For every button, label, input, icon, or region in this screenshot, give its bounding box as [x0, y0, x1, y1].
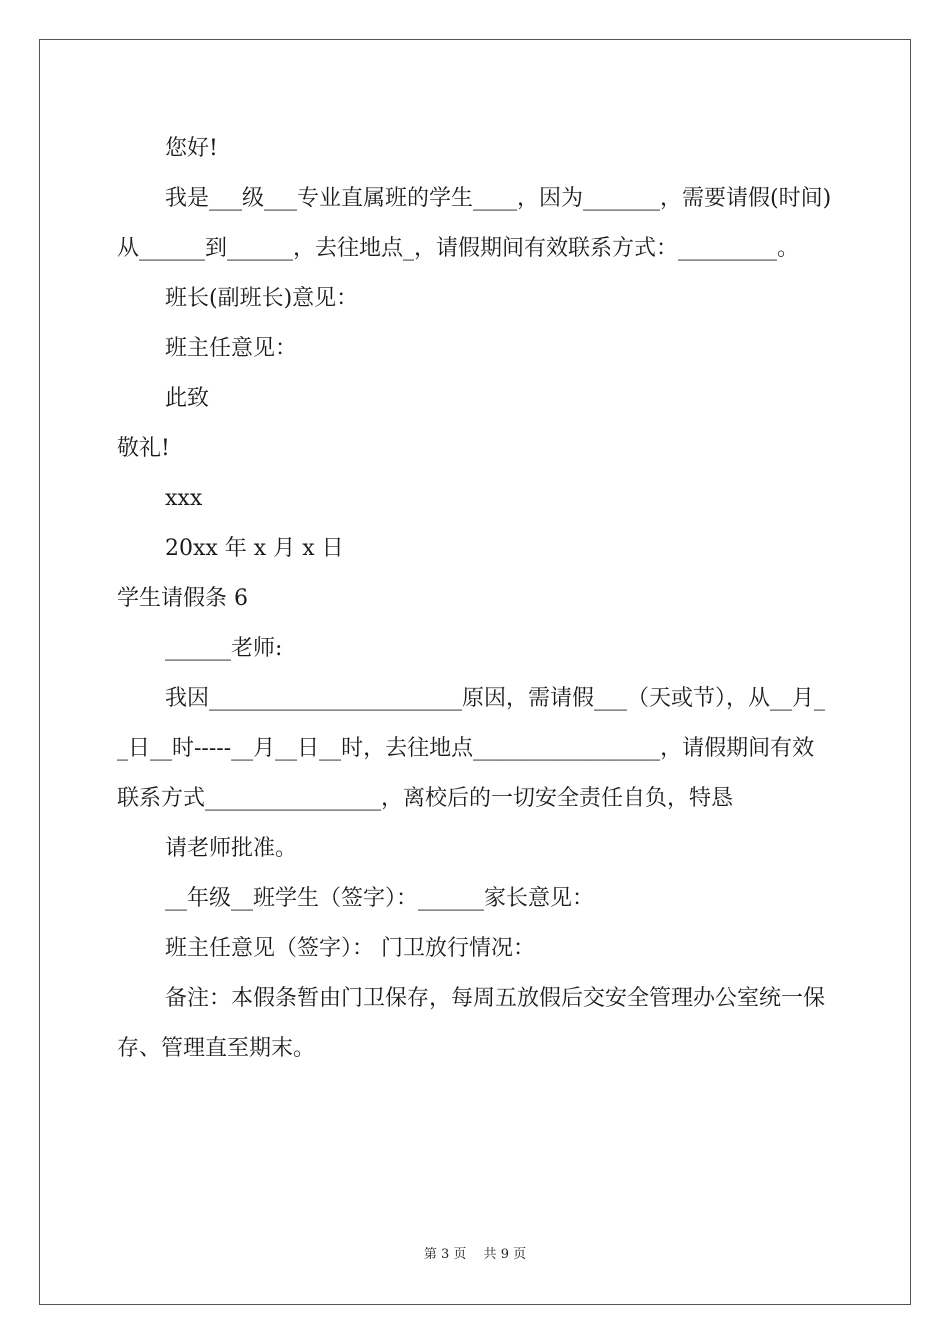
intro-paragraph: 我是___级___专业直属班的学生____，因为_______，需要请假(时间)从______到______，去往地点_，请假期间有效联系方式：_________。	[117, 186, 832, 261]
teacher-signature-line: 班主任意见（签字）： 门卫放行情况：	[165, 936, 535, 961]
closing-line-1: 此致	[165, 386, 210, 411]
student-signature-line: __年级__班学生（签字）：______家长意见：	[165, 886, 595, 911]
body-paragraph: 我因_______________________原因，需请假___（天或节），从__月__日__时-----__月__日__时，去往地点_________________，请假期间有效联系方式________________，离校后的一切安全责任自负，特恳	[117, 686, 826, 811]
document-body	[117, 124, 833, 1074]
note-paragraph: 备注：本假条暂由门卫保存，每周五放假后交安全管理办公室统一保存、管理直至期末。	[117, 986, 826, 1061]
page-footer: 第 3 页 共 9 页	[423, 1247, 527, 1262]
signature: xxx	[165, 486, 203, 511]
request-line: 请老师批准。	[165, 836, 298, 861]
monitor-opinion: 班长(副班长)意见：	[165, 286, 359, 311]
date: 20xx 年 x 月 x 日	[165, 536, 344, 561]
section-title: 学生请假条 6	[117, 586, 248, 611]
teacher-opinion: 班主任意见：	[165, 336, 298, 361]
closing-line-2: 敬礼!	[117, 436, 170, 461]
greeting: 您好!	[165, 136, 218, 161]
addressee: ______老师:	[165, 636, 283, 661]
